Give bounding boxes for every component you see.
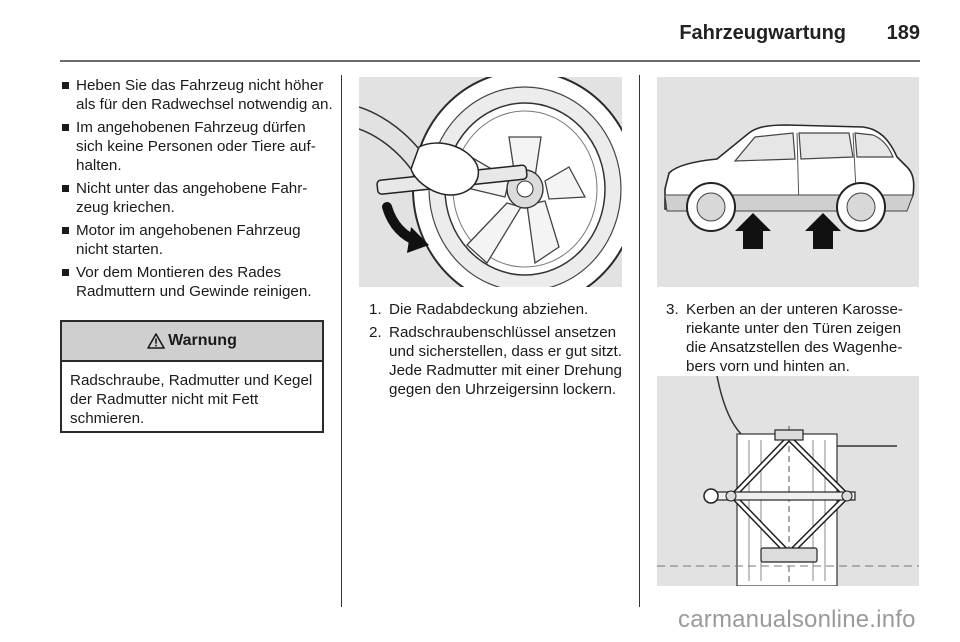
page-header [60,18,920,58]
warning-text: Radschraube, Radmutter und Kegel der Radmutter nicht mit Fett schmieren. [70,372,313,427]
section-title: Fahrzeugwartung [679,22,846,44]
step-item: 2. Radschraubenschlüssel ansetzen und sicherstellen, dass er gut sitzt. Jede Radmutter mit einer Drehung gegen den Uhrzeigersinn lockern. [369,324,622,398]
column-divider-left [341,75,342,607]
bullet-item: Nicht unter das angehobene Fahrzeug kriechen. [62,179,334,217]
bullet-item: Motor im angehobenen Fahrzeug nicht starten. [62,221,334,259]
warning-box [60,320,324,433]
warning-title: Warnung [168,332,237,349]
step-item: 3. Kerben an der unteren Karosseriekante unter den Türen zeigen die Ansatzstellen des Wagenhebers vorn und hinten an. [666,301,903,375]
column-divider-right [639,75,640,607]
bullet-square-icon [62,185,69,192]
page-number: 189 [886,22,920,44]
middle-steps-list [369,300,627,403]
car-jacking-points-illustration [657,77,919,287]
bullet-square-icon [62,124,69,131]
scissor-jack-illustration [657,376,919,586]
bullet-item: Vor dem Montieren des Rades Radmuttern und Gewinde reinigen. [62,263,334,301]
warning-header [62,322,322,362]
bullet-square-icon [62,269,69,276]
safety-bullet-list [62,76,334,305]
step-item: 1. Die Radabdeckung abziehen. [369,301,589,318]
header-rule [60,60,920,62]
bullet-square-icon [62,227,69,234]
bullet-item: Im angehobenen Fahrzeug dürfen sich keine Personen oder Tiere aufhalten. [62,118,334,175]
bullet-item: Heben Sie das Fahrzeug nicht höher als für den Radwechsel notwendig an. [62,76,334,114]
warning-triangle-icon [147,333,165,349]
watermark: carmanualsonline.info [678,606,916,633]
right-steps-list [666,300,920,380]
wheel-wrench-illustration [359,77,622,287]
bullet-square-icon [62,82,69,89]
